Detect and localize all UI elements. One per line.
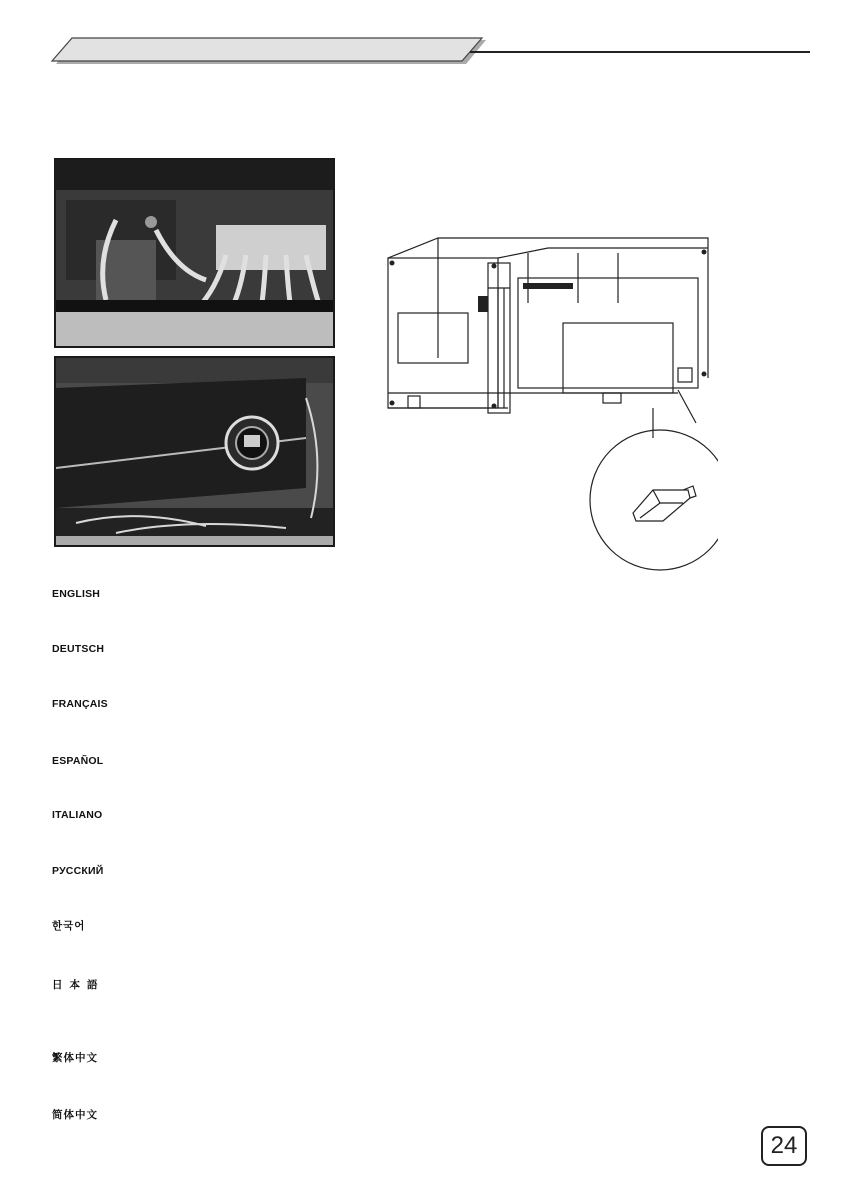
photo-graphics-card (54, 356, 335, 547)
lang-italiano: ITALIANO (52, 809, 103, 821)
lang-japanese: 日本語 (52, 979, 105, 991)
page-number: 24 (761, 1126, 807, 1166)
lang-simplified-chinese: 简体中文 (52, 1109, 98, 1121)
lang-traditional-chinese: 繁体中文 (52, 1052, 98, 1064)
photo-cable-connection (54, 158, 335, 348)
section-header-tab (50, 36, 490, 66)
lang-francais: FRANÇAIS (52, 698, 108, 710)
case-diagram (378, 228, 718, 573)
header-rule (470, 51, 810, 53)
lang-korean: 한국어 (52, 920, 86, 932)
lang-espanol: ESPAÑOL (52, 755, 104, 767)
lang-deutsch: DEUTSCH (52, 643, 105, 655)
lang-russian: РУССКИЙ (52, 865, 104, 877)
lang-english: ENGLISH (52, 588, 101, 600)
